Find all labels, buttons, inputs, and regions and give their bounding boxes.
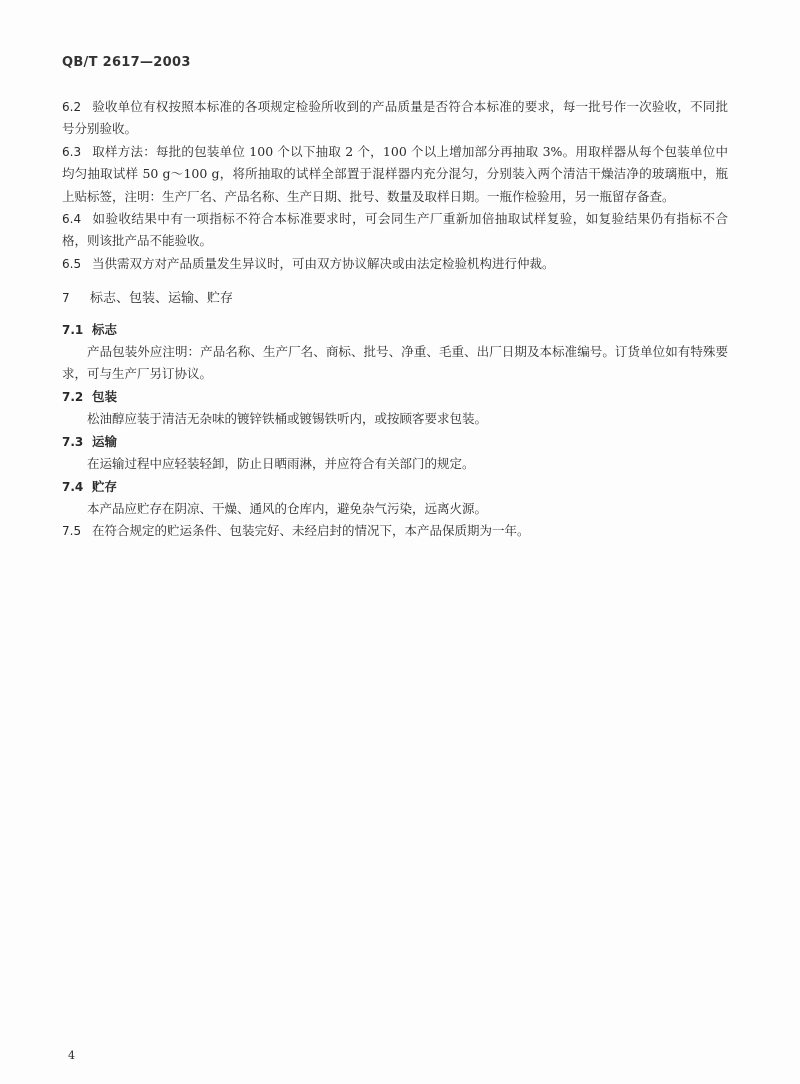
clause-6-3 xyxy=(62,141,728,208)
clause-number: 6.4 xyxy=(62,212,82,227)
clause-number: 7.1 xyxy=(62,322,84,337)
clause-7-1-text: 产品包装外应注明：产品名称、生产厂名、商标、批号、净重、毛重、出厂日期及本标准编号。订货单位如有特殊要求，可与生产厂另订协议。 xyxy=(62,344,728,382)
section-title: 标志、包装、运输、贮存 xyxy=(90,291,234,307)
clause-7-4-text: 本产品应贮存在阴凉、干燥、通风的仓库内，避免杂气污染，远离火源。 xyxy=(87,500,488,516)
clause-7-5 xyxy=(62,520,728,542)
clause-text: 如验收结果中有一项指标不符合本标准要求时，可会同生产厂重新加倍抽取试样复验，如复验结果仍有指标不合格，则该批产品不能验收。 xyxy=(62,211,728,249)
clause-title: 标志 xyxy=(92,321,118,337)
clause-title: 运输 xyxy=(92,433,118,449)
clause-7-3-text: 在运输过程中应轻装轻卸，防止日晒雨淋，并应符合有关部门的规定。 xyxy=(87,456,475,472)
clause-7-3-heading xyxy=(62,431,728,453)
clause-title: 贮存 xyxy=(92,478,118,494)
clause-number: 6.3 xyxy=(62,144,82,159)
clause-number: 7.3 xyxy=(62,434,84,449)
clause-text: 在符合规定的贮运条件、包装完好、未经启封的情况下，本产品保质期为一年。 xyxy=(92,523,530,539)
document-body xyxy=(62,96,728,543)
clause-7-1-heading xyxy=(62,319,728,341)
clause-number: 6.5 xyxy=(62,256,82,271)
clause-title: 包装 xyxy=(92,388,118,404)
clause-text: 验收单位有权按照本标准的各项规定检验所收到的产品质量是否符合本标准的要求，每一批号作一次验收，不同批号分别验收。 xyxy=(62,99,728,137)
clause-number: 7.5 xyxy=(62,524,82,539)
standard-code-header: QB/T 2617—2003 xyxy=(62,55,191,70)
clause-number: 6.2 xyxy=(62,100,82,114)
clause-6-4 xyxy=(62,208,728,253)
clause-number: 7.4 xyxy=(62,479,84,494)
clause-7-4-heading xyxy=(62,476,728,498)
section-7-heading xyxy=(62,287,728,310)
clause-number: 7.2 xyxy=(62,389,84,404)
page-number: 4 xyxy=(68,1049,75,1062)
clause-7-2-heading xyxy=(62,386,728,408)
clause-text: 当供需双方对产品质量发生异议时，可由双方协议解决或由法定检验机构进行仲裁。 xyxy=(92,255,555,271)
clause-7-2-text: 松油醇应装于清洁无杂味的镀锌铁桶或镀锡铁听内，或按顾客要求包装。 xyxy=(87,411,488,427)
clause-6-2 xyxy=(62,96,728,141)
section-number: 7 xyxy=(62,291,70,306)
clause-6-5 xyxy=(62,253,728,275)
clause-text: 取样方法：每批的包装单位 100 个以下抽取 2 个，100 个以上增加部分再抽取 3%。用取样器从每个包装单位中均匀抽取试样 50 g～100 g，将所抽取的试样全部置于混样器内充分混匀，分别装入两个清洁干燥洁净的玻璃瓶中，瓶上贴标签，注明：生产厂名、产品名称、生产日期、批号、数量及取样日期。一瓶作检验用，另一瓶留存备查。 xyxy=(62,143,728,204)
